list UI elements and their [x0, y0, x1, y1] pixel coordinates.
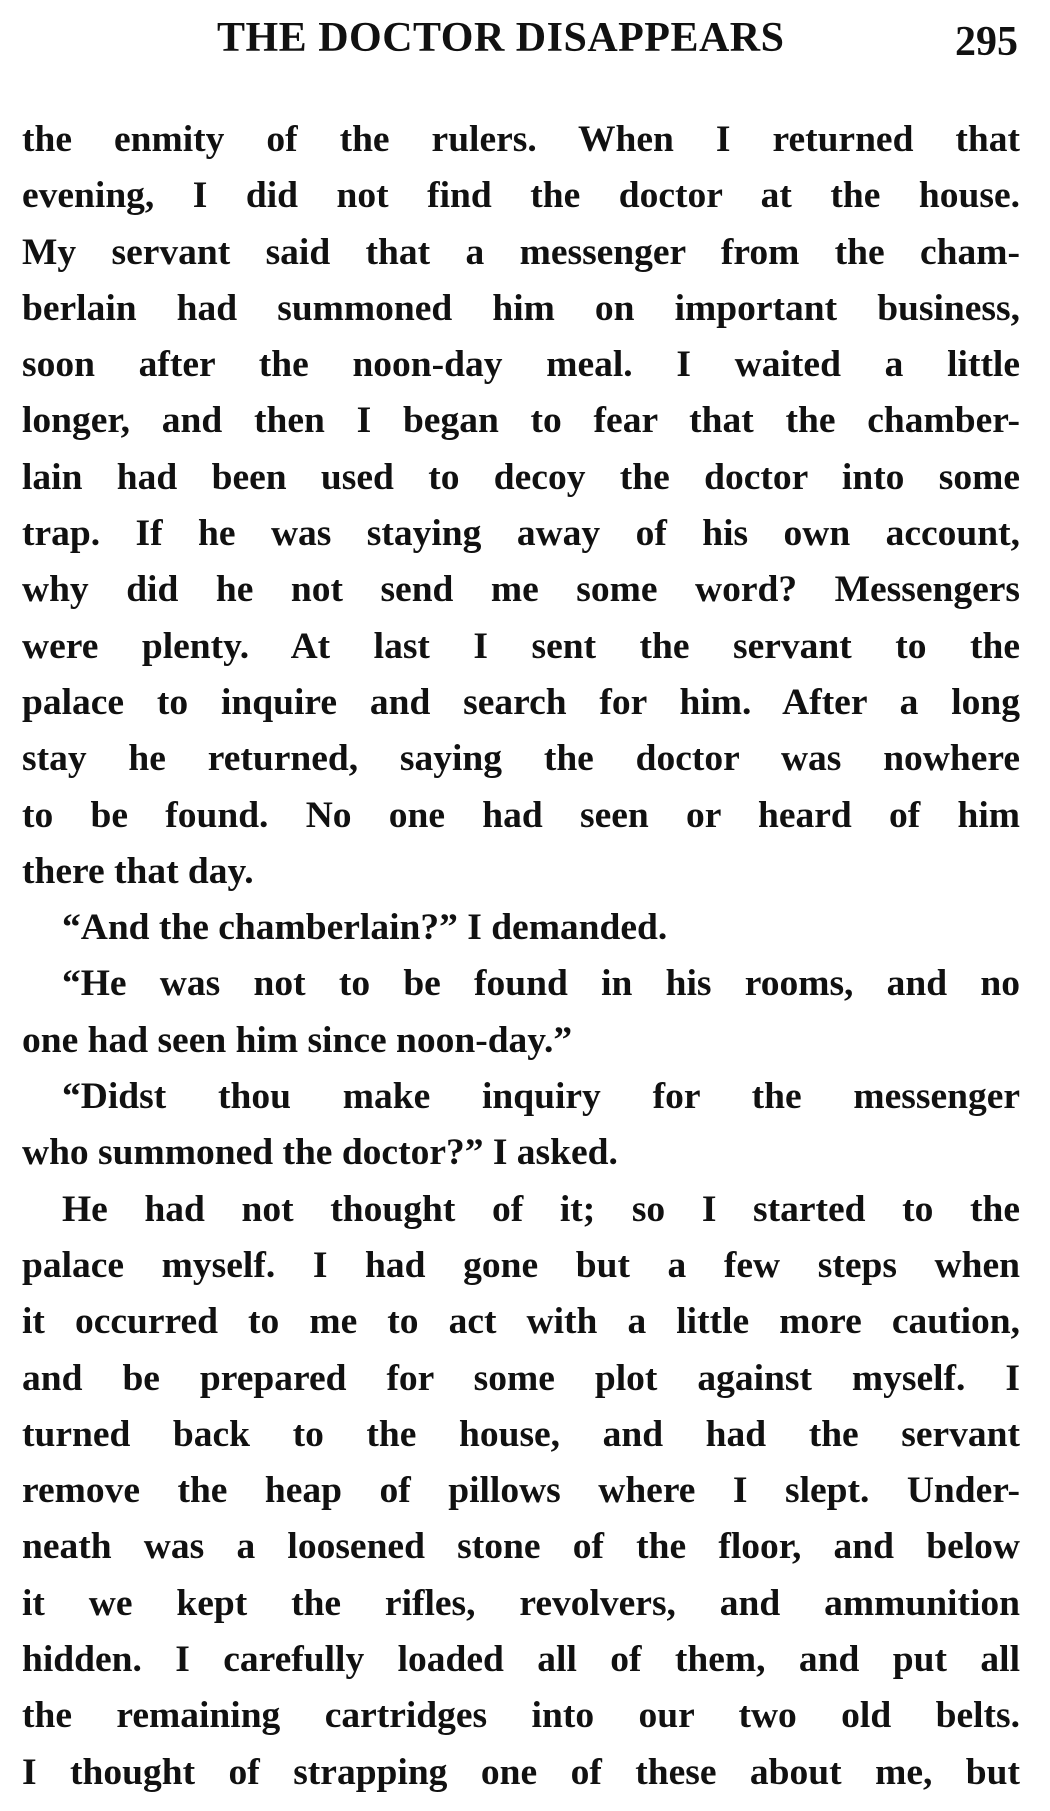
text-line: I thought of strapping one of these about me, but — [22, 1751, 1020, 1793]
text-line: lain had been used to decoy the doctor into some — [22, 456, 1020, 498]
text-line: turned back to the house, and had the servant — [22, 1413, 1020, 1455]
text-line: “And the chamberlain?” I demanded. — [62, 907, 668, 949]
text-line: it we kept the rifles, revolvers, and ammunition — [22, 1582, 1020, 1624]
text-line: why did he not send me some word? Messengers — [22, 569, 1020, 611]
text-line: stay he returned, saying the doctor was nowhere — [22, 738, 1020, 780]
text-line: palace to inquire and search for him. After a long — [22, 681, 1020, 723]
page-number: 295 — [955, 19, 1018, 65]
text-line: there that day. — [22, 850, 254, 892]
text-line: soon after the noon-day meal. I waited a little — [22, 344, 1020, 386]
text-line: neath was a loosened stone of the floor, and below — [22, 1526, 1020, 1568]
text-line: remove the heap of pillows where I slept. Under- — [22, 1470, 1020, 1512]
text-line: to be found. No one had seen or heard of him — [22, 794, 1020, 836]
text-line: hidden. I carefully loaded all of them, and put all — [22, 1639, 1020, 1681]
text-line: berlain had summoned him on important business, — [22, 287, 1020, 329]
text-line: the enmity of the rulers. When I returned that — [22, 119, 1020, 160]
text-line: and be prepared for some plot against myself. I — [22, 1357, 1020, 1399]
text-line: were plenty. At last I sent the servant to the — [22, 625, 1020, 667]
text-line: “Didst thou make inquiry for the messenger — [62, 1076, 1020, 1118]
running-header — [22, 14, 1018, 74]
text-line: one had seen him since noon-day.” — [22, 1019, 573, 1061]
text-line: My servant said that a messenger from the cham- — [22, 231, 1020, 273]
text-line: evening, I did not find the doctor at the house. — [22, 175, 1020, 217]
text-line: it occurred to me to act with a little more caution, — [22, 1301, 1020, 1343]
text-line: He had not thought of it; so I started to the — [62, 1188, 1020, 1230]
text-line: the remaining cartridges into our two old belts. — [22, 1695, 1020, 1737]
text-line: trap. If he was staying away of his own account, — [22, 513, 1020, 555]
chapter-title: THE DOCTOR DISAPPEARS — [217, 15, 785, 61]
body-text — [22, 112, 1020, 1801]
text-line: longer, and then I began to fear that the chamber- — [22, 400, 1020, 442]
text-line: who summoned the doctor?” I asked. — [22, 1132, 618, 1174]
text-line: palace myself. I had gone but a few steps when — [22, 1244, 1020, 1286]
text-line: “He was not to be found in his rooms, and no — [62, 963, 1020, 1005]
